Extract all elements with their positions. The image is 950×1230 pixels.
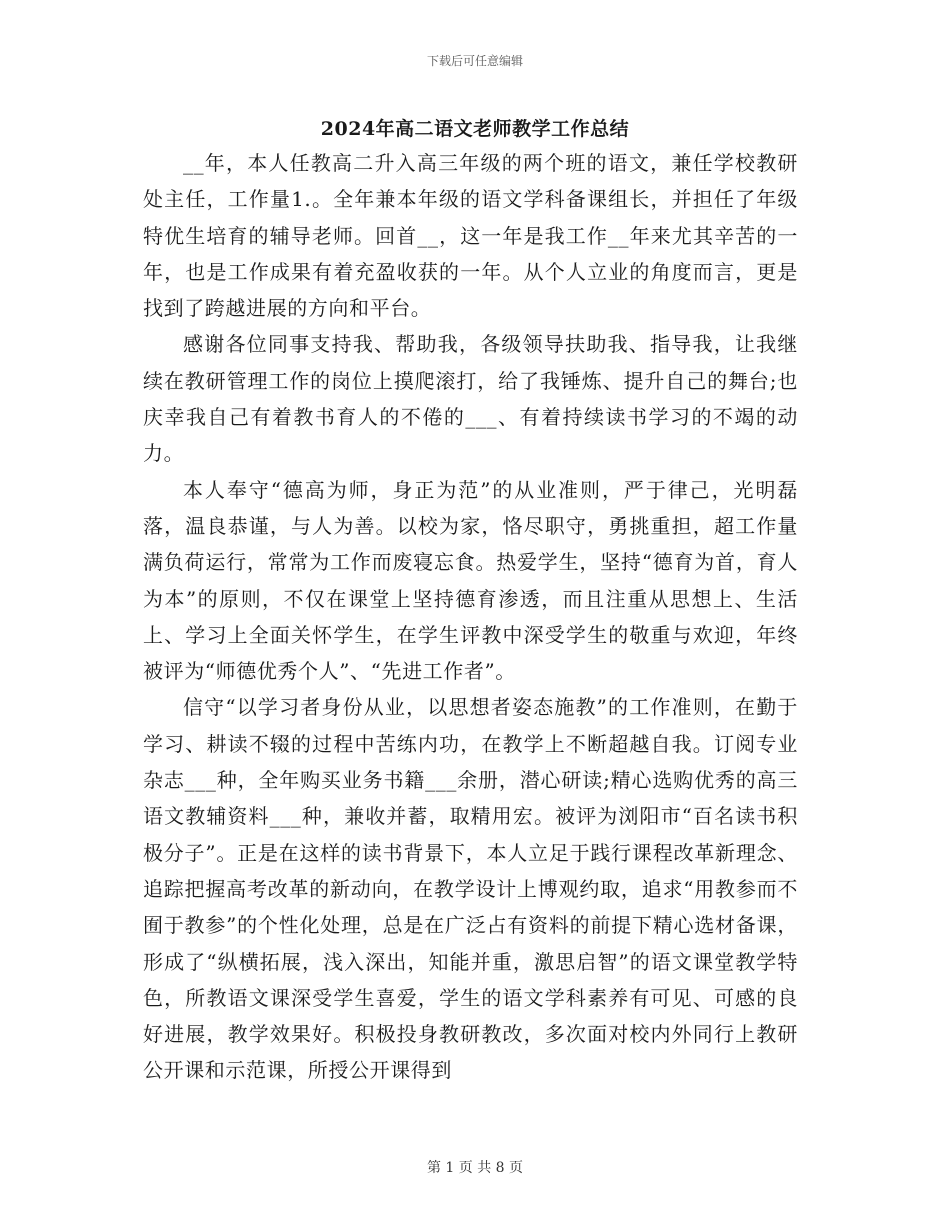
header-note: 下载后可任意编辑 bbox=[426, 54, 523, 68]
paragraph-4: 信守“以学习者身份从业，以思想者姿态施教”的工作准则，在勤于学习、耕读不辍的过程中苦练内功，在教学上不断超越自我。订阅专业杂志___种，全年购买业务书籍___余册，潜心研读;精心选购优秀的高三语文教辅资料___种，兼收并蓄，取精用宏。被评为浏阳市“百名读书积极分子”。正是在这样的读书背景下，本人立足于践行课程改革新理念、追踪把握高考改革的新动向，在教学设计上博观约取，追求“用教参而不囿于教参”的个性化处理，总是在广泛占有资料的前提下精心选材备课，形成了“纵横拓展，浅入深出，知能并重，激思启智”的语文课堂教学特色，所教语文课深受学生喜爱，学生的语文学科素养有可见、可感的良好进展，教学效果好。积极投身教研教改，多次面对校内外同行上教研公开课和示范课，所授公开课得到 bbox=[143, 695, 798, 1083]
document-title: 2024年高二语文老师教学工作总结 bbox=[320, 118, 630, 140]
document-body bbox=[143, 145, 798, 1089]
page-number: 第 1 页 共 8 页 bbox=[426, 1160, 524, 1176]
paragraph-1: __年，本人任教高二升入高三年级的两个班的语文，兼任学校教研处主任，工作量1.。全年兼本年级的语文学科备课组长，并担任了年级特优生培育的辅导老师。回首__，这一年是我工作__年来尤其辛苦的一年，也是工作成果有着充盈收获的一年。从个人立业的角度而言，更是找到了跨越进展的方向和平台。 bbox=[143, 151, 798, 321]
paragraph-3: 本人奉守“德高为师，身正为范”的从业准则，严于律己，光明磊落，温良恭谨，与人为善。以校为家，恪尽职守，勇挑重担，超工作量满负荷运行，常常为工作而废寝忘食。热爱学生，坚持“德育为首，育人为本”的原则，不仅在课堂上坚持德育渗透，而且注重从思想上、生活上、学习上全面关怀学生，在学生评教中深受学生的敬重与欢迎，年终被评为“师德优秀个人”、“先进工作者”。 bbox=[143, 477, 798, 684]
paragraph-2: 感谢各位同事支持我、帮助我，各级领导扶助我、指导我，让我继续在教研管理工作的岗位上摸爬滚打，给了我锤炼、提升自己的舞台;也庆幸我自己有着教书育人的不倦的___、有着持续读书学习的不竭的动力。 bbox=[143, 332, 798, 466]
